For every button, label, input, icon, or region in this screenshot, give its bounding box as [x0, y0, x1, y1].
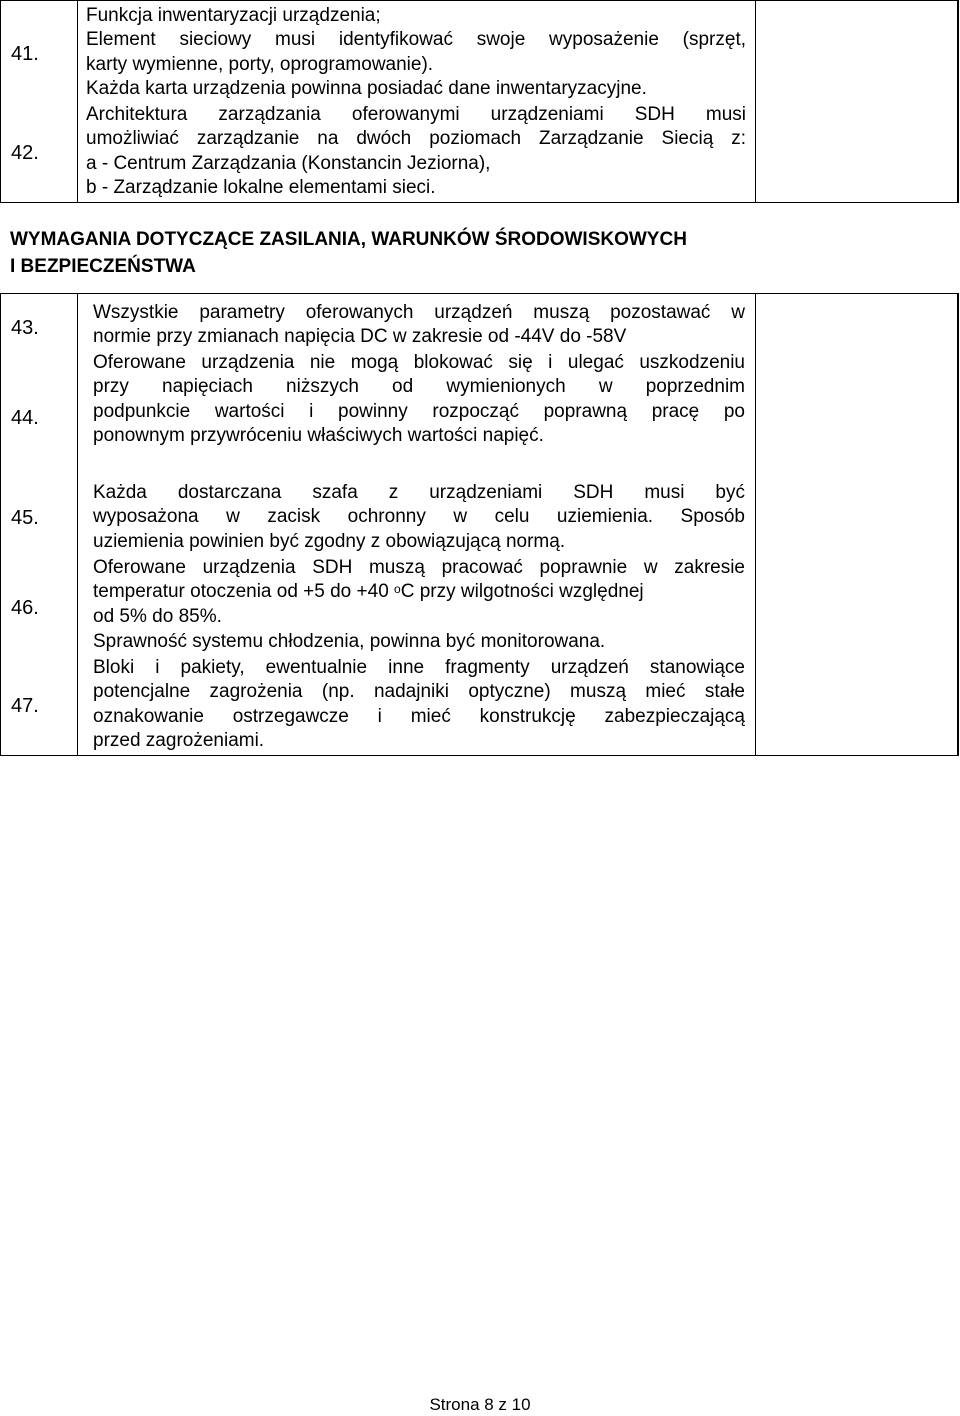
row-number: 43.: [11, 317, 39, 339]
page-number: Strona 8 z 10: [429, 1395, 531, 1414]
row-number: 46.: [11, 597, 39, 619]
row-number: 47.: [11, 695, 39, 717]
requirements-table-2: [0, 293, 959, 756]
row-41-text: Funkcja inwentaryzacji urządzenia; Element sieciowy musi identyfikować swoje wyposażenie (sprzęt, karty wymienne, porty, oprogramowanie). Każda karta urządzenia powinna posiadać dane inwentaryzacyjne.: [86, 5, 746, 99]
column-divider: [77, 294, 78, 755]
row-47-text: Bloki i pakiety, ewentualnie inne fragmenty urządzeń stanowiące potencjalne zagrożenia (np. nadajniki optyczne) muszą mieć stałe oznakowanie ostrzegawcze i mieć konstrukcję zabezpieczającą przed zagrożeniami.: [93, 657, 745, 751]
degree-superscript: o: [394, 582, 401, 597]
row-44-text: Oferowane urządzenia nie mogą blokować się i ulegać uszkodzeniu przy napięciach niższych od wymienionych w poprzednim podpunkcie wartości i powinny rozpocząć poprawną pracę po ponownym przywróceniu właściwych wartości napięć.: [93, 352, 745, 446]
column-divider: [755, 1, 756, 202]
column-divider: [755, 294, 756, 755]
row-number: 42.: [11, 142, 39, 164]
row-43-text: Wszystkie parametry oferowanych urządzeń muszą pozostawać w normie przy zmianach napięcia DC w zakresie od -44V do -58V: [93, 302, 745, 348]
row-46-text: Oferowane urządzenia SDH muszą pracować poprawnie w zakresie temperatur otoczenia od +5 do +40 $^o$C przy wilgotności względnej od 5% do 85%.: [93, 557, 745, 627]
column-divider: [77, 1, 78, 202]
requirements-table-1: [0, 0, 959, 203]
row-number: 41.: [11, 43, 39, 65]
row-42-text: Architektura zarządzania oferowanymi urządzeniami SDH musi umożliwiać zarządzanie na dwóch poziomach Zarządzanie Siecią z: a - Centrum Zarządzania (Konstancin Jeziorna), b - Zarządzanie lokalne elementami sieci.: [86, 104, 746, 198]
row-number: 44.: [11, 407, 39, 429]
row-number: 45.: [11, 507, 39, 529]
row-cooling-text: Sprawność systemu chłodzenia, powinna być monitorowana.: [93, 631, 606, 652]
section-heading: WYMAGANIA DOTYCZĄCE ZASILANIA, WARUNKÓW ŚRODOWISKOWYCH I BEZPIECZEŃSTWA: [10, 229, 687, 277]
row-45-text: Każda dostarczana szafa z urządzeniami SDH musi być wyposażona w zacisk ochronny w celu uziemienia. Sposób uziemienia powinien być zgodny z obowiązującą normą.: [93, 482, 745, 552]
